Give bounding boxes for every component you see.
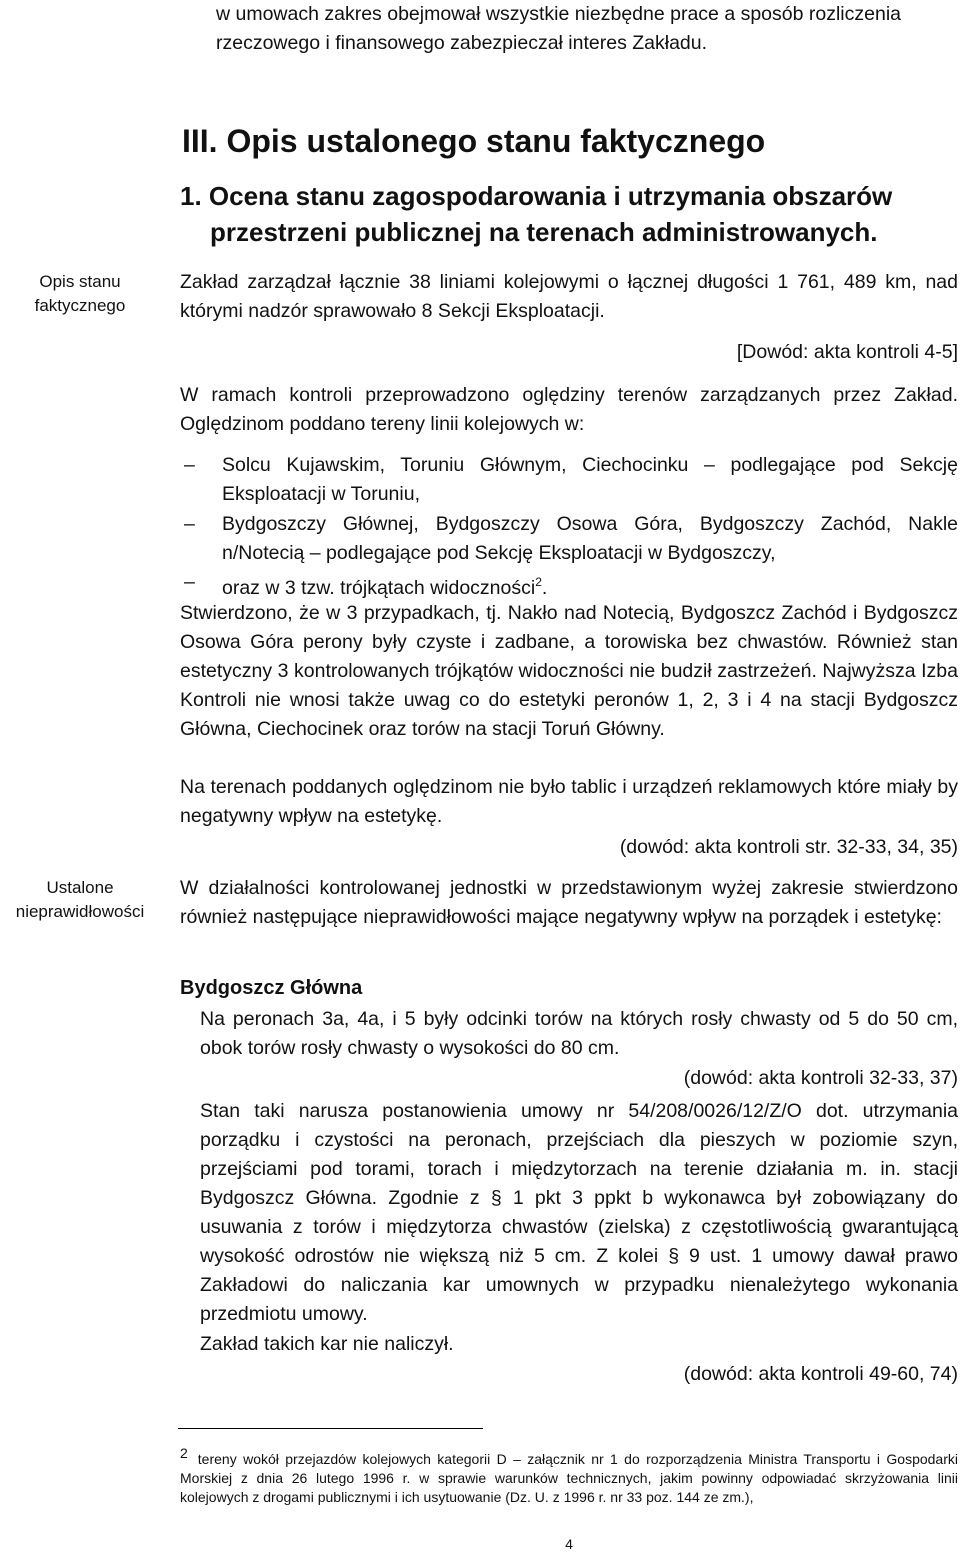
footnote-number: 2 bbox=[180, 1445, 188, 1461]
sidebar-label-line: Ustalone bbox=[46, 878, 114, 897]
location-heading: Bydgoszcz Główna bbox=[180, 977, 363, 999]
inspection-list bbox=[180, 451, 958, 603]
evidence-note: (dowód: akta kontroli str. 32-33, 34, 35) bbox=[619, 836, 958, 858]
paragraph: Zakład zarządzał łącznie 38 liniami kolejowymi o łącznej długości 1 761, 489 km, nad którymi nadzór sprawowało 8 Sekcji Eksploatacji. bbox=[180, 271, 958, 322]
dash-bullet: – bbox=[184, 571, 195, 593]
sidebar-label-stan bbox=[0, 270, 160, 318]
paragraph: Zakład takich kar nie naliczył. bbox=[200, 1333, 454, 1355]
paragraph-inspections bbox=[180, 381, 958, 439]
paragraph: Na peronach 3a, 4a, i 5 były odcinki torów na których rosły chwasty od 5 do 50 cm, obok torów rosły chwasty o wysokości do 80 cm. bbox=[200, 1008, 958, 1059]
intro-line: w umowach zakres obejmował wszystkie niezbędne prace a sposób rozliczenia bbox=[216, 3, 901, 25]
footnote-rule bbox=[178, 1428, 483, 1429]
section-title: III. Opis ustalonego stanu faktycznego bbox=[182, 123, 766, 159]
paragraph: Stan taki narusza postanowienia umowy nr 54/208/0026/12/Z/O dot. utrzymania porządku i czystości na peronach, przejściach dla pieszych w poziomie szyn, przejściami pod torami, torach i międzytorzach na terenie działania m. in. stacji Bydgoszcz Główna. Zgodnie z § 1 pkt 3 ppkt b wykonawca był zobowiązany do usuwania z torów i międzytorza chwastów (zielska) z częstotliwością gwarantującą wysokość odrostów nie większą niż 5 cm. Z kolei § 9 ust. 1 umowy dawał prawo Zakładowi do naliczania kar umownych w przypadku nienależytego wykonania przedmiotu umowy. bbox=[200, 1100, 958, 1325]
paragraph-findings bbox=[180, 599, 958, 744]
subsection-title-line: przestrzeni publicznej na terenach administrowanych. bbox=[210, 217, 878, 247]
intro-paragraph bbox=[216, 0, 960, 58]
paragraph-irregularities bbox=[180, 874, 958, 932]
list-item-end: . bbox=[541, 577, 548, 599]
sidebar-label-line: nieprawidłowości bbox=[15, 902, 145, 921]
list-item bbox=[180, 568, 958, 603]
footnote-ref: 2 bbox=[535, 575, 542, 589]
list-item-text: Bydgoszczy Głównej, Bydgoszczy Osowa Góra, Bydgoszczy Zachód, Nakle n/Notecią – podlegające pod Sekcję Eksploatacji w Bydgoszczy, bbox=[222, 513, 958, 564]
evidence-note: [Dowód: akta kontroli 4-5] bbox=[736, 341, 958, 363]
paragraph: Stwierdzono, że w 3 przypadkach, tj. Nakło nad Notecią, Bydgoszcz Zachód i Bydgoszcz Osowa Góra perony były czyste i zadbane, a torowiska bez chwastów. Również stan estetyczny 3 kontrolowanych trójkątów widoczności nie budził zastrzeżeń. Najwyższa Izba Kontroli nie wnosi także uwag co do estetyki peronów 1, 2, 3 i 4 na stacji Bydgoszcz Główna, Ciechocinek oraz torów na stacji Toruń Główny. bbox=[180, 602, 958, 740]
paragraph-penalties bbox=[200, 1330, 958, 1359]
paragraph-contract bbox=[200, 1097, 958, 1329]
paragraph: Na terenach poddanych oględzinom nie było tablic i urządzeń reklamowych które miały by negatywny wpływ na estetykę. bbox=[180, 776, 958, 827]
list-item bbox=[180, 510, 958, 568]
page-number: 4 bbox=[565, 1536, 573, 1552]
paragraph-ads bbox=[180, 773, 958, 831]
list-item-text: oraz w 3 tzw. trójkątach widoczności bbox=[222, 577, 536, 599]
footnote-text: tereny wokół przejazdów kolejowych kategorii D – załącznik nr 1 do rozporządzenia Ministra Transportu i Gospodarki Morskiej z dnia 26 lutego 1996 r. w sprawie warunków technicznych, jakim powinny odpowiadać skrzyżowania linii kolejowych z drogami publicznymi i ich usytuowanie (Dz. U. z 1996 r. nr 33 poz. 144 ze zm.), bbox=[180, 1451, 958, 1505]
footnote bbox=[180, 1444, 958, 1507]
paragraph-lines bbox=[180, 268, 958, 326]
subsection-title bbox=[180, 178, 960, 250]
intro-line: rzeczowego i finansowego zabezpieczał interes Zakładu. bbox=[216, 32, 708, 54]
dash-bullet: – bbox=[184, 454, 195, 476]
paragraph: W działalności kontrolowanej jednostki w przedstawionym wyżej zakresie stwierdzono również następujące nieprawidłowości mające negatywny wpływ na porządek i estetykę: bbox=[180, 877, 958, 928]
evidence-note: (dowód: akta kontroli 32-33, 37) bbox=[683, 1067, 958, 1089]
subsection-title-line: 1. Ocena stanu zagospodarowania i utrzymania obszarów bbox=[180, 181, 893, 211]
dash-bullet: – bbox=[184, 513, 195, 535]
list-item-text: Solcu Kujawskim, Toruniu Głównym, Ciechocinku – podlegające pod Sekcję Eksploatacji w Toruniu, bbox=[222, 454, 958, 505]
list-item bbox=[180, 451, 958, 509]
paragraph: W ramach kontroli przeprowadzono oględziny terenów zarządzanych przez Zakład. Oględzinom poddano tereny linii kolejowych w: bbox=[180, 384, 958, 435]
sidebar-label-nieprawidlowosci bbox=[0, 876, 160, 924]
paragraph-weeds bbox=[200, 1005, 958, 1063]
sidebar-label-line: Opis stanu bbox=[39, 272, 121, 291]
evidence-note: (dowód: akta kontroli 49-60, 74) bbox=[683, 1363, 958, 1385]
sidebar-label-line: faktycznego bbox=[34, 296, 126, 315]
